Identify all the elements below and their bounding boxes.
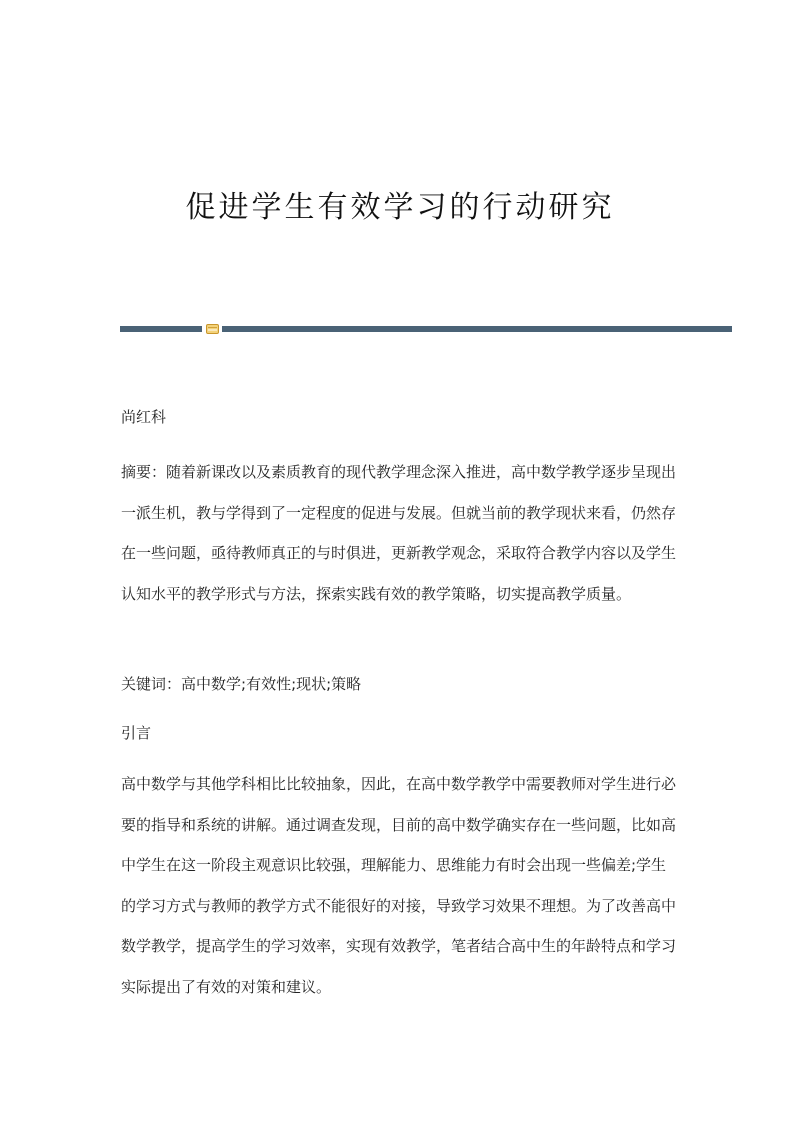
intro-paragraph: 高中数学与其他学科相比比较抽象，因此，在高中数学教学中需要教师对学生进行必要的指导和系统的讲解。通过调查发现，目前的高中数学确实存在一些问题，比如高中学生在这一阶段主观意识比较强，理解能力、思维能力有时会出现一些偏差;学生的学习方式与教师的教学方式不能很好的对接，导致学习效果不理想。为了改善高中数学教学，提高学生的学习效率，实现有效教学，笔者结合高中生的年龄特点和学习实际提出了有效的对策和建议。 xyxy=(121,775,677,996)
keywords-line xyxy=(121,670,681,698)
divider-bar-right xyxy=(222,326,732,332)
author-name: 尚红科 xyxy=(121,408,167,426)
keywords-text: 高中数学;有效性;现状;策略 xyxy=(181,675,362,693)
document-title: 促进学生有效学习的行动研究 xyxy=(185,190,615,225)
abstract-paragraph: 摘要：随着新课改以及素质教育的现代教学理念深入推进，高中数学教学逐步呈现出一派生机，教与学得到了一定程度的促进与发展。但就当前的教学现状来看，仍然存在一些问题，亟待教师真正的与时俱进，更新教学观念，采取符合教学内容以及学生认知水平的教学形式与方法，探索实践有效的教学策略，切实提高教学质量。 xyxy=(121,463,677,603)
divider-bar-left xyxy=(120,326,202,332)
title-divider xyxy=(120,324,732,334)
pencil-emblem-icon xyxy=(206,324,219,334)
keywords-label: 关键词： xyxy=(121,675,182,693)
section-heading-intro: 引言 xyxy=(121,724,152,742)
